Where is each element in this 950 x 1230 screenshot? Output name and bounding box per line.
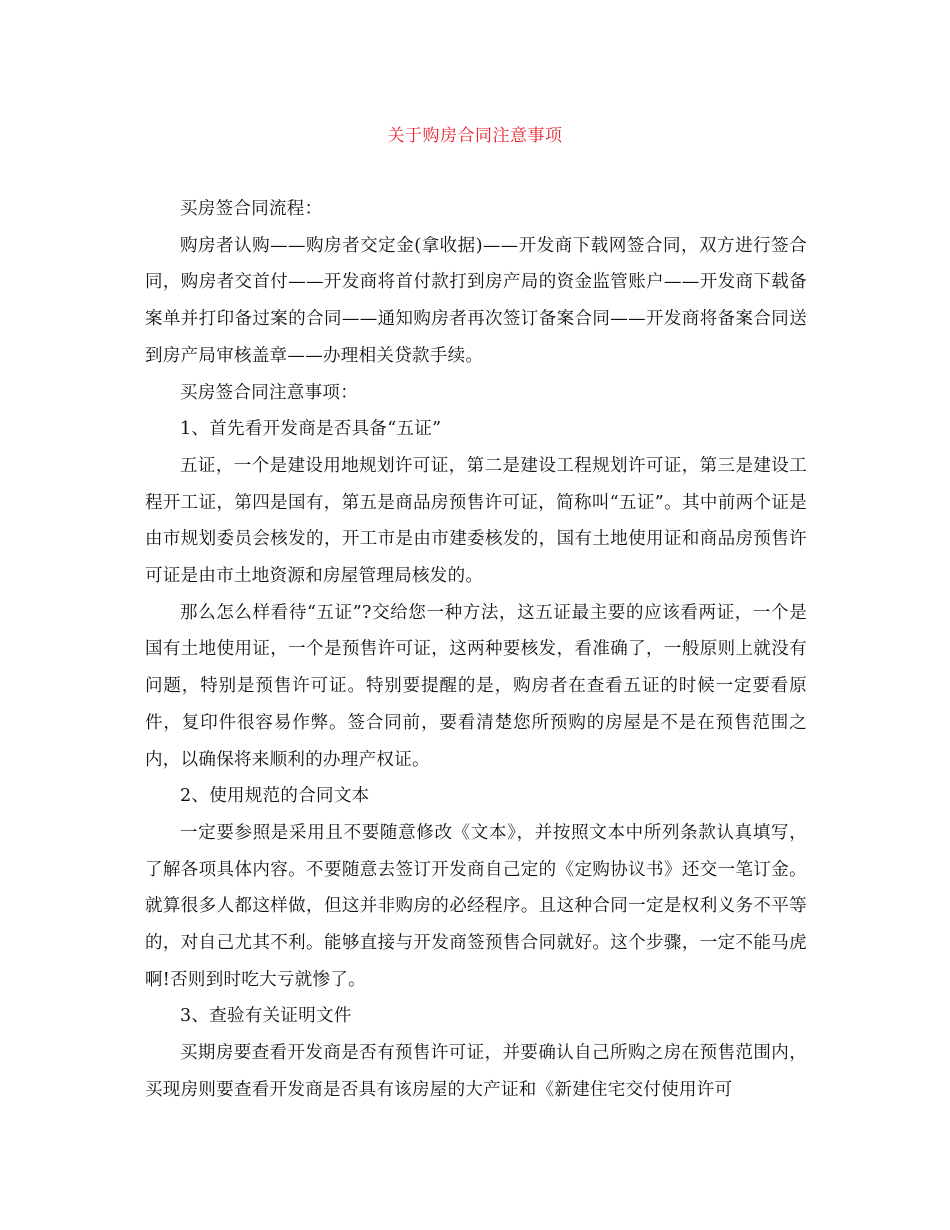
paragraph-flow-steps: 购房者认购——购房者交定金(拿收据)——开发商下载网签合同，双方进行签合同，购房者交首付——开发商将首付款打到房产局的资金监管账户——开发商下载备案单并打印备过案的合同——通知购房者再次签订备案合同——开发商将备案合同送到房产局审核盖章——办理相关贷款手续。: [145, 235, 807, 366]
paragraph-verify-documents: 买期房要查看开发商是否有预售许可证，并要确认自己所购之房在预售范围内，买现房则要查看开发商是否具有该房屋的大产证和《新建住宅交付使用许可: [145, 1043, 807, 1100]
document-title: 关于购房合同注意事项: [387, 126, 563, 146]
paragraph-contract-text: 一定要参照是采用且不要随意修改《文本》，并按照文本中所列条款认真填写，了解各项具体内容。不要随意去签订开发商自己定的《定购协议书》还交一笔订金。就算很多人都这样做，但这并非购房的必经程序。且这种合同一定是权利义务不平等的，对自己尤其不利。能够直接与开发商签预售合同就好。这个步骤，一定不能马虎啊!否则到时吃大亏就惨了。: [145, 822, 807, 990]
paragraph-section-3-heading: 3、查验有关证明文件: [180, 1006, 352, 1027]
document-body: [145, 191, 807, 1109]
paragraph-notes-heading: 买房签合同注意事项：: [180, 382, 358, 403]
paragraph-section-2-heading: 2、使用规范的合同文本: [180, 786, 370, 807]
paragraph-flow-heading: 买房签合同流程：: [180, 199, 323, 219]
paragraph-how-to-check: 那么怎么样看待“五证”?交给您一种方法，这五证最主要的应该看两证，一个是国有土地使用证，一个是预售许可证，这两种要核发，看准确了，一般原则上就没有问题，特别是预售许可证。特别要提醒的是，购房者在查看五证的时候一定要看原件，复印件很容易作弊。签合同前，要看清楚您所预购的房屋是不是在预售范围之内，以确保将来顺利的办理产权证。: [145, 602, 807, 770]
paragraph-five-certificates: 五证，一个是建设用地规划许可证，第二是建设工程规划许可证，第三是建设工程开工证，第四是国有，第五是商品房预售许可证，简称叫“五证”。其中前两个证是由市规划委员会核发的，开工市是由市建委核发的，国有土地使用证和商品房预售许可证是由市土地资源和房屋管理局核发的。: [145, 455, 807, 587]
paragraph-section-1-heading: 1、首先看开发商是否具备“五证”: [180, 419, 442, 440]
